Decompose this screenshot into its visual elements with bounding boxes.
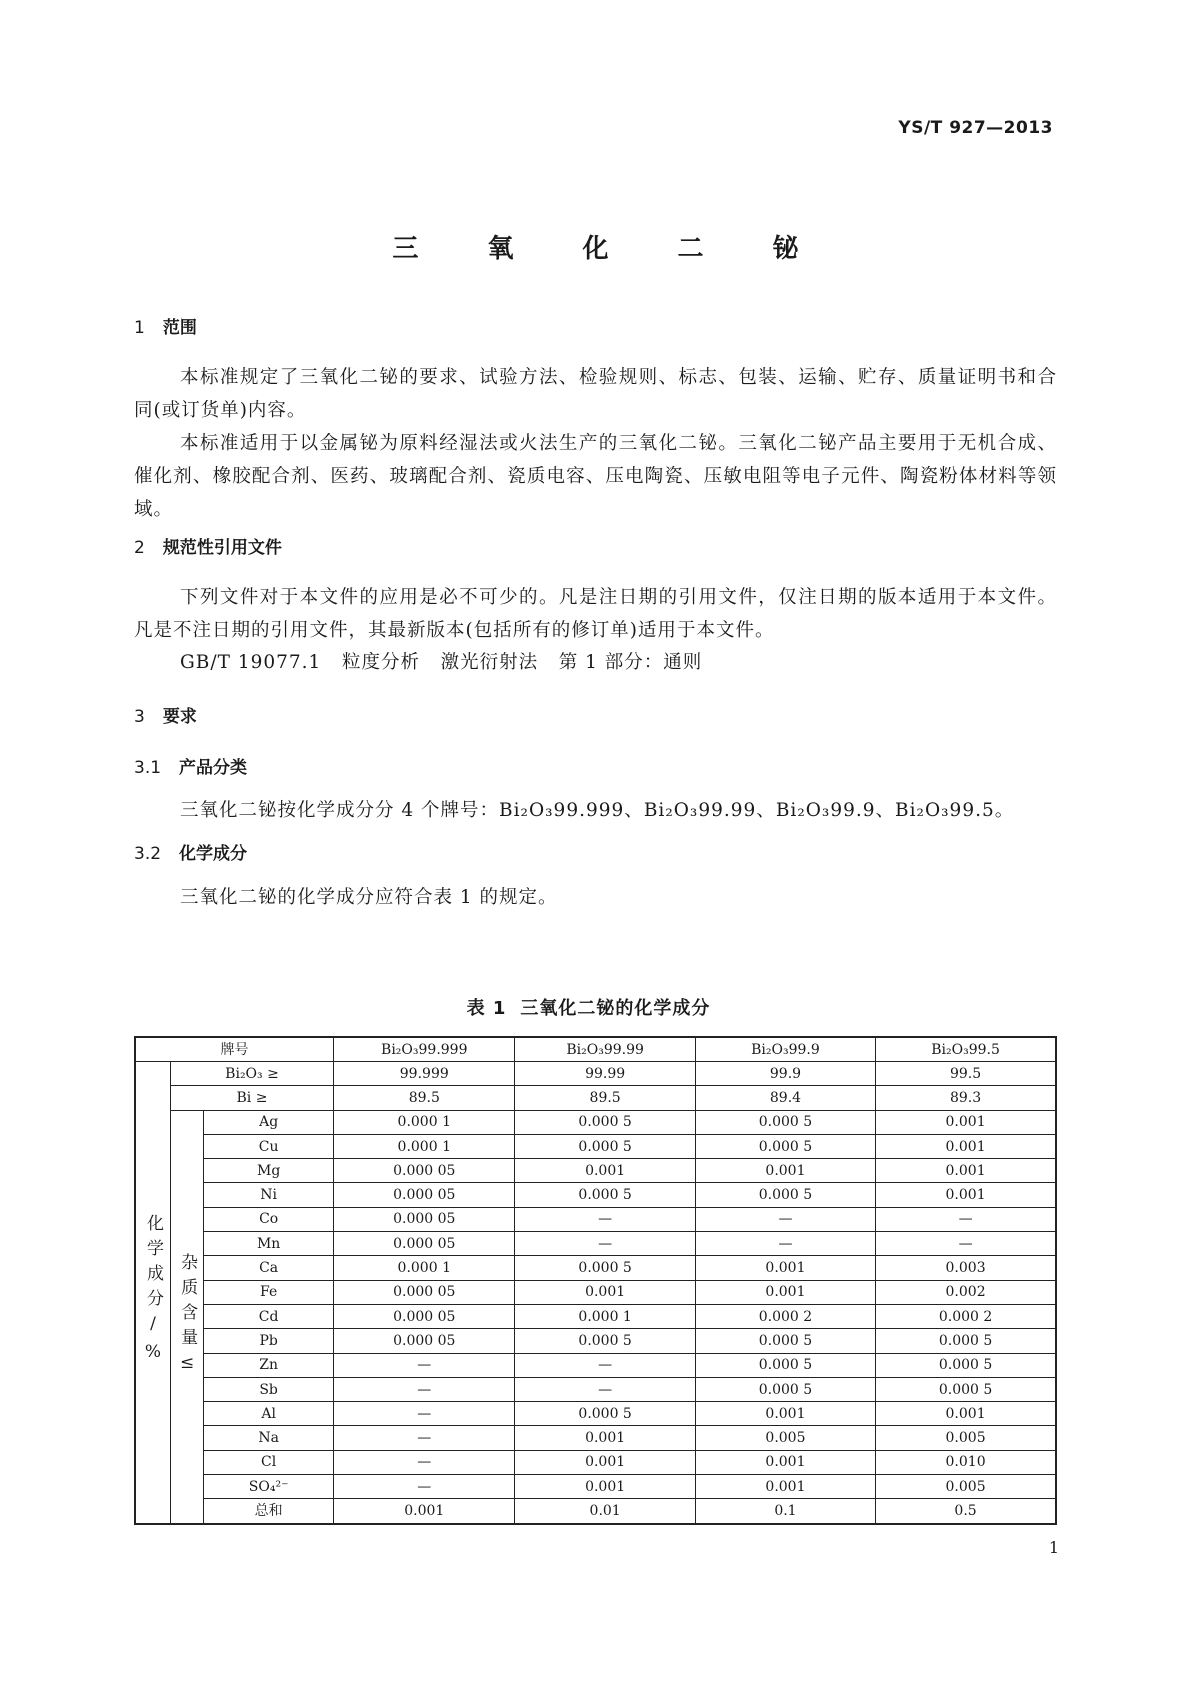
table-cell: 0.000 5 xyxy=(515,1134,695,1158)
table-caption-title: 三氧化二铋的化学成分 xyxy=(520,998,711,1019)
table-cell: 0.000 1 xyxy=(515,1304,695,1328)
table-cell: 0.000 05 xyxy=(334,1304,515,1328)
table-row xyxy=(135,1207,1056,1231)
table-cell: 0.000 5 xyxy=(515,1329,695,1353)
column-header: Bi₂O₃99.5 xyxy=(876,1037,1056,1062)
section-title: 范围 xyxy=(162,318,197,338)
table-cell: 0.001 xyxy=(876,1183,1056,1207)
table-cell: — xyxy=(876,1207,1056,1231)
table-cell: — xyxy=(334,1353,515,1377)
table-cell: 0.000 5 xyxy=(695,1110,875,1134)
table-cell: 0.005 xyxy=(695,1426,875,1450)
table-cell: 0.000 5 xyxy=(515,1402,695,1426)
table-cell: 99.999 xyxy=(334,1062,515,1086)
table-row xyxy=(135,1062,1056,1086)
table-cell: 0.000 05 xyxy=(334,1159,515,1183)
table-cell: 0.001 xyxy=(515,1280,695,1304)
table-cell: 0.000 1 xyxy=(334,1134,515,1158)
table-cell: — xyxy=(334,1475,515,1499)
table-cell: 0.001 xyxy=(876,1110,1056,1134)
table-row xyxy=(135,1280,1056,1304)
table-cell: — xyxy=(515,1207,695,1231)
table-cell: — xyxy=(876,1232,1056,1256)
table-row xyxy=(135,1134,1056,1158)
table-cell: 0.003 xyxy=(876,1256,1056,1280)
table-cell: 0.001 xyxy=(695,1450,875,1474)
row-label: Fe xyxy=(204,1280,334,1304)
table-cell: 0.001 xyxy=(515,1450,695,1474)
section-title: 要求 xyxy=(162,707,197,727)
impurity-group-label: 杂质含量≤ xyxy=(170,1110,203,1524)
table-cell: 0.000 5 xyxy=(695,1183,875,1207)
table-cell: 0.000 05 xyxy=(334,1183,515,1207)
table-row xyxy=(135,1402,1056,1426)
table-cell: 0.005 xyxy=(876,1475,1056,1499)
row-label: Co xyxy=(204,1207,334,1231)
table-cell: 0.000 5 xyxy=(695,1134,875,1158)
table-cell: 0.001 xyxy=(334,1499,515,1524)
table-cell: 0.001 xyxy=(695,1256,875,1280)
table-cell: 89.3 xyxy=(876,1086,1056,1110)
table-cell: 0.1 xyxy=(695,1499,875,1524)
table-cell: 0.010 xyxy=(876,1450,1056,1474)
table-cell: 0.000 1 xyxy=(334,1256,515,1280)
grade-4: Bi₂O₃99.5 xyxy=(895,800,995,821)
section-heading-2 xyxy=(134,533,282,558)
table-cell: 0.000 5 xyxy=(876,1329,1056,1353)
table-row xyxy=(135,1377,1056,1401)
table-row xyxy=(135,1475,1056,1499)
table-cell: 0.000 5 xyxy=(695,1353,875,1377)
table-cell: 0.001 xyxy=(515,1426,695,1450)
scope-paragraph-2: 本标准适用于以金属铋为原料经湿法或火法生产的三氧化二铋。三氧化二铋产品主要用于无机合成、催化剂、橡胶配合剂、医药、玻璃配合剂、瓷质电容、压电陶瓷、压敏电阻等电子元件、陶瓷粉体材料等领域。 xyxy=(134,433,1057,520)
section-number: 3 xyxy=(134,707,145,727)
chemical-composition-table xyxy=(134,1036,1057,1525)
table-cell: — xyxy=(515,1232,695,1256)
table-cell: 0.001 xyxy=(515,1159,695,1183)
scope-paragraph-1: 本标准规定了三氧化二铋的要求、试验方法、检验规则、标志、包装、运输、贮存、质量证明书和合同(或订货单)内容。 xyxy=(134,367,1057,421)
row-label: Cu xyxy=(204,1134,334,1158)
table-cell: 0.000 5 xyxy=(695,1329,875,1353)
row-label: Sb xyxy=(204,1377,334,1401)
normative-references-paragraph: 下列文件对于本文件的应用是必不可少的。凡是注日期的引用文件，仅注日期的版本适用于本文件。凡是不注日期的引用文件，其最新版本(包括所有的修订单)适用于本文件。 xyxy=(134,587,1057,641)
row-label: Ag xyxy=(204,1110,334,1134)
row-label: Zn xyxy=(204,1353,334,1377)
section-heading-1 xyxy=(134,313,197,338)
row-label: Ca xyxy=(204,1256,334,1280)
page-number: 1 xyxy=(1048,1538,1059,1557)
table-cell: 0.001 xyxy=(695,1280,875,1304)
row-label: Cl xyxy=(204,1450,334,1474)
table-row xyxy=(135,1232,1056,1256)
table-cell: — xyxy=(695,1232,875,1256)
table-cell: 99.5 xyxy=(876,1062,1056,1086)
table-cell: 0.001 xyxy=(695,1475,875,1499)
table-cell: 0.000 05 xyxy=(334,1280,515,1304)
section-number: 3.1 xyxy=(134,758,162,778)
grade-2: Bi₂O₃99.99 xyxy=(643,800,757,821)
table-cell: 0.002 xyxy=(876,1280,1056,1304)
group-label: 化学成分/% xyxy=(135,1062,170,1524)
table-cell: 0.01 xyxy=(515,1499,695,1524)
table-cell: 0.001 xyxy=(876,1402,1056,1426)
row-label: Bi₂O₃ ≥ xyxy=(170,1062,333,1086)
table-cell: 0.000 5 xyxy=(515,1110,695,1134)
table-row xyxy=(135,1110,1056,1134)
table-row xyxy=(135,1159,1056,1183)
section-number: 1 xyxy=(134,318,145,338)
table-row xyxy=(135,1183,1056,1207)
grade-3: Bi₂O₃99.9 xyxy=(775,800,876,821)
table-cell: — xyxy=(334,1402,515,1426)
grades-prefix: 三氧化二铋按化学成分分 4 个牌号： xyxy=(180,800,500,821)
table-row xyxy=(135,1450,1056,1474)
table-row xyxy=(135,1426,1056,1450)
column-header: Bi₂O₃99.99 xyxy=(515,1037,695,1062)
table-cell: 0.001 xyxy=(876,1159,1056,1183)
table-cell: 0.000 5 xyxy=(515,1183,695,1207)
table-row xyxy=(135,1499,1056,1524)
column-header: Bi₂O₃99.9 xyxy=(695,1037,875,1062)
table-caption-label: 表 1 xyxy=(466,998,507,1019)
normative-reference-item: GB/T 19077.1 粒度分析 激光衍射法 第 1 部分：通则 xyxy=(180,652,703,673)
table-cell: 0.000 05 xyxy=(334,1232,515,1256)
standard-number: YS/T 927—2013 xyxy=(898,118,1053,138)
table-caption xyxy=(0,994,1191,1020)
table-cell: 99.99 xyxy=(515,1062,695,1086)
table-cell: — xyxy=(334,1377,515,1401)
table-cell: 0.5 xyxy=(876,1499,1056,1524)
table-cell: 0.000 2 xyxy=(876,1304,1056,1328)
table-cell: 0.000 05 xyxy=(334,1207,515,1231)
section-number: 3.2 xyxy=(134,844,162,864)
row-label: SO₄²⁻ xyxy=(204,1475,334,1499)
table-cell: 0.000 05 xyxy=(334,1329,515,1353)
table-cell: 89.5 xyxy=(334,1086,515,1110)
table-cell: — xyxy=(334,1450,515,1474)
row-label: Bi ≥ xyxy=(170,1086,333,1110)
table-cell: 0.001 xyxy=(876,1134,1056,1158)
table-cell: 0.001 xyxy=(515,1475,695,1499)
table-cell: — xyxy=(515,1377,695,1401)
row-label: 总和 xyxy=(204,1499,334,1524)
section-heading-3-1 xyxy=(134,753,247,778)
row-label: Cd xyxy=(204,1304,334,1328)
row-label: Mg xyxy=(204,1159,334,1183)
row-label: Pb xyxy=(204,1329,334,1353)
header-grade-label: 牌号 xyxy=(135,1037,334,1062)
table-cell: 0.000 1 xyxy=(334,1110,515,1134)
table-cell: 0.000 5 xyxy=(515,1256,695,1280)
table-cell: 0.000 5 xyxy=(876,1377,1056,1401)
row-label: Na xyxy=(204,1426,334,1450)
section-title: 规范性引用文件 xyxy=(162,538,282,558)
table-row xyxy=(135,1329,1056,1353)
column-header: Bi₂O₃99.999 xyxy=(334,1037,515,1062)
grade-1: Bi₂O₃99.999 xyxy=(499,800,625,821)
section-heading-3 xyxy=(134,702,197,727)
table-cell: 89.5 xyxy=(515,1086,695,1110)
table-row xyxy=(135,1304,1056,1328)
table-cell: — xyxy=(515,1353,695,1377)
table-cell: 0.000 5 xyxy=(695,1377,875,1401)
section-title: 化学成分 xyxy=(179,844,248,864)
row-label: Ni xyxy=(204,1183,334,1207)
row-label: Mn xyxy=(204,1232,334,1256)
section-title: 产品分类 xyxy=(179,758,248,778)
grades-sentence: 三氧化二铋按化学成分分 4 个牌号：Bi₂O₃99.999、Bi₂O₃99.99、Bi₂O₃99.9、Bi₂O₃99.5。 xyxy=(180,800,1015,821)
table-cell: — xyxy=(695,1207,875,1231)
chemical-composition-sentence: 三氧化二铋的化学成分应符合表 1 的规定。 xyxy=(180,887,558,908)
table-cell: 0.000 5 xyxy=(876,1353,1056,1377)
table-cell: — xyxy=(334,1426,515,1450)
section-heading-3-2 xyxy=(134,839,247,864)
table-row xyxy=(135,1353,1056,1377)
table-cell: 99.9 xyxy=(695,1062,875,1086)
row-label: Al xyxy=(204,1402,334,1426)
document-title: 三 氧 化 二 铋 xyxy=(392,234,829,264)
section-number: 2 xyxy=(134,538,145,558)
table-cell: 0.001 xyxy=(695,1159,875,1183)
table-cell: 0.000 2 xyxy=(695,1304,875,1328)
table-header-row xyxy=(135,1037,1056,1062)
table-cell: 89.4 xyxy=(695,1086,875,1110)
table-cell: 0.005 xyxy=(876,1426,1056,1450)
table-cell: 0.001 xyxy=(695,1402,875,1426)
table-row xyxy=(135,1256,1056,1280)
table-row xyxy=(135,1086,1056,1110)
